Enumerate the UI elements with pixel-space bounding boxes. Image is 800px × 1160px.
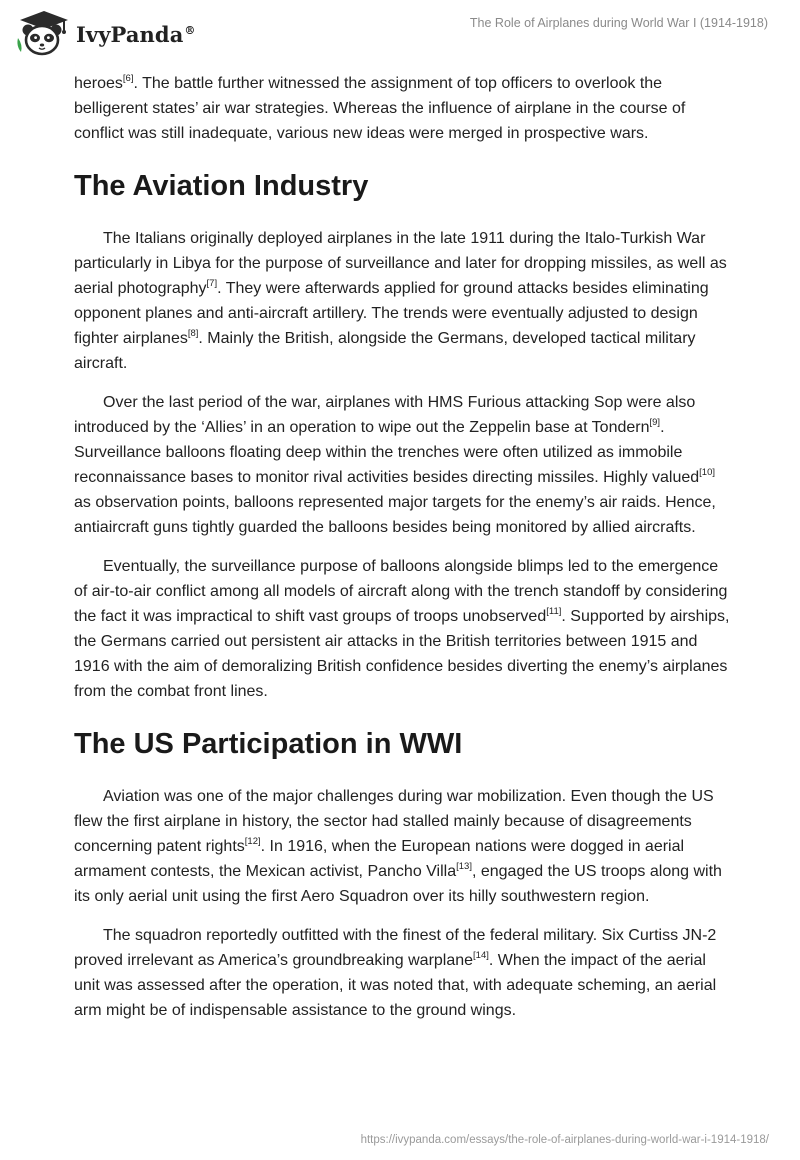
footnote-ref[interactable]: [8] [187,328,199,339]
page-header [0,0,800,64]
paragraph: The squadron reportedly outfitted with the finest of the federal military. Six Curtiss JN-2 proved irrelevant as America’s groundbreaking warplane[14]. When the impact of the aerial unit was assessed after the operation, it was noted that, with adequate scheming, an aerial arm might be of indispensable assistance to the ground wings. [74,927,717,1019]
source-url[interactable]: https://ivypanda.com/essays/the-role-of-airplanes-during-world-war-i-1914-1918/ [360,1134,769,1146]
footnote-ref[interactable]: [14] [473,950,489,961]
footnote-ref[interactable]: [7] [206,278,218,289]
footnote-ref[interactable]: [13] [456,861,472,872]
essay-body [74,71,734,1037]
panda-graduate-icon [14,8,70,58]
paragraph: Eventually, the surveillance purpose of balloons alongside blimps led to the emergence of air-to-air conflict among all models of aircraft along with the trench standoff by considering the fact it was impractical to shift vast groups of troops unobserved[11]. Supported by airships, the Germans carried out persistent air attacks in the British territories between 1915 and 1916 with the aim of demoralizing British confidence besides diverting the enemy’s airplanes from the combat front lines. [74,558,730,700]
section-heading-us-participation: The US Participation in WWI [74,728,463,760]
footnote-ref[interactable]: [9] [649,417,661,428]
footnote-ref[interactable]: [12] [244,836,261,847]
ivypanda-logo[interactable] [14,8,196,58]
registered-mark: ® [184,23,196,37]
paragraph-intro: heroes[6]. The battle further witnessed the assignment of top officers to overlook the belligerent states’ air war strategies. Whereas the influence of airplane in the course of conflict was still inadequate, various new ideas were merged in prospective wars. [74,73,686,142]
paragraph: Over the last period of the war, airplanes with HMS Furious attacking Sop were also introduced by the ‘Allies’ in an operation to wipe out the Zeppelin base at Tondern[9]. Surveillance balloons floating deep within the trenches were often utilized as immobile reconnaissance bases to monitor rival activities besides directing missiles. Highly valued[10] as observation points, balloons represented major targets for the enemy’s air raids. Hence, antiaircraft guns tightly guarded the balloons besides being monitored by allied aircrafts. [74,394,716,536]
footnote-ref[interactable]: [6] [122,73,134,84]
logo-wordmark: IvyPanda® [76,21,196,47]
paragraph: Aviation was one of the major challenges during war mobilization. Even though the US flew the first airplane in history, the sector had stalled mainly because of disagreements concerning patent rights[12]. In 1916, when the European nations were dogged in aerial armament contests, the Mexican activist, Pancho Villa[13], engaged the US troops along with its only aerial unit using the first Aero Squadron over its hilly southwestern region. [74,788,722,905]
footnote-ref[interactable]: [10] [699,467,716,478]
paragraph: The Italians originally deployed airplanes in the late 1911 during the Italo-Turkish War particularly in Libya for the purpose of surveillance and later for dropping missiles, as well as aerial photography[7]. They were afterwards applied for ground attacks besides eliminating opponent planes and anti-aircraft artillery. The trends were eventually adjusted to design fighter airplanes[8]. Mainly the British, alongside the Germans, developed tactical military aircraft. [74,230,727,372]
document-title: The Role of Airplanes during World War I (1914-1918) [469,16,768,30]
section-heading-aviation-industry: The Aviation Industry [74,170,369,202]
footnote-ref[interactable]: [11] [546,606,562,617]
